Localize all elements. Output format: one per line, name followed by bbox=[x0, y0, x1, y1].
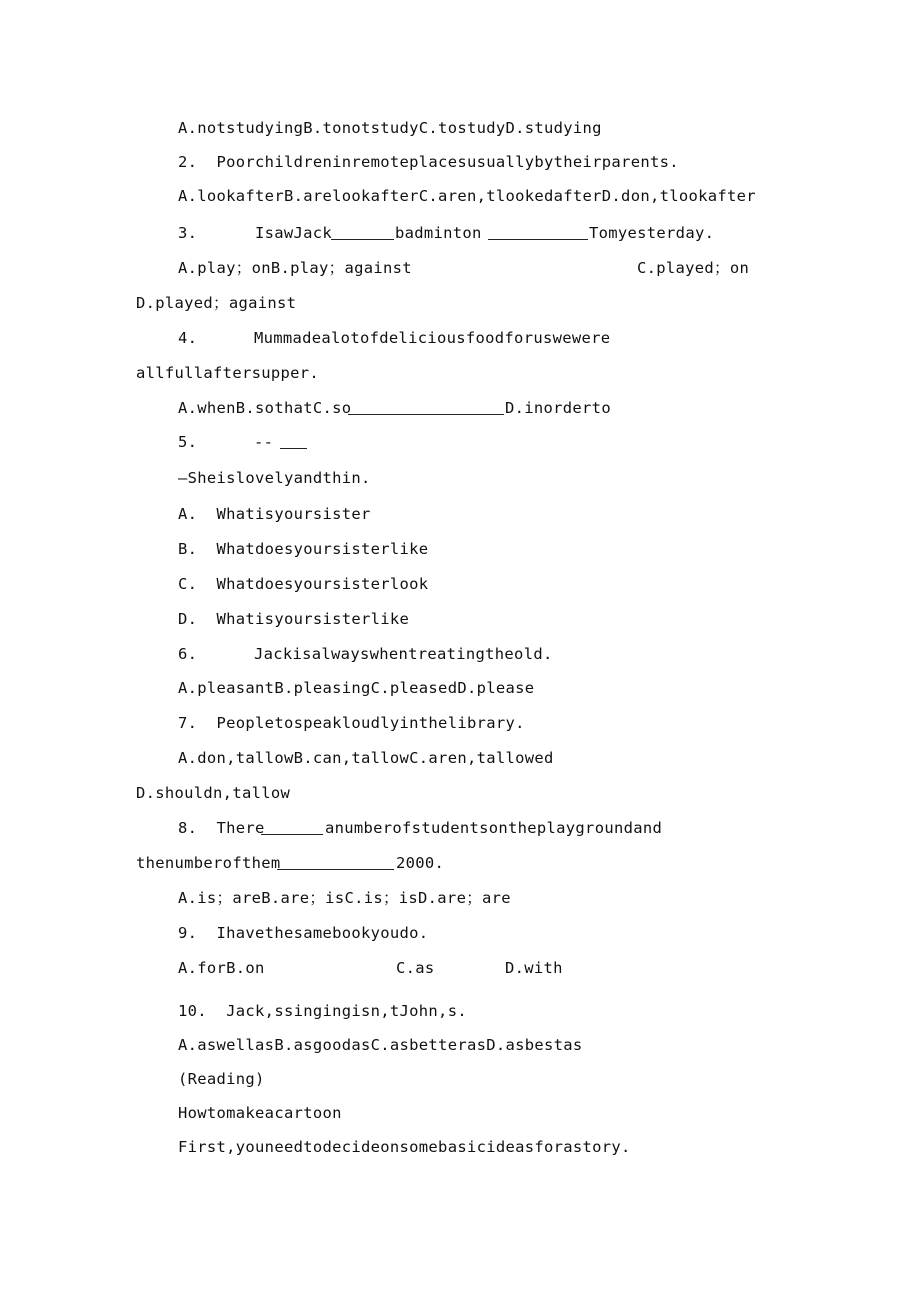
q5-blank bbox=[280, 434, 307, 449]
q8-question-part2: anumberofstudentsontheplaygroundand bbox=[325, 819, 663, 837]
q3-text-part3: Tomyesterday. bbox=[589, 224, 715, 242]
q5-number: 5. bbox=[178, 433, 198, 451]
q8-options: A.is；areB.are；isC.is；isD.are；are bbox=[178, 889, 511, 907]
q6-options: A.pleasantB.pleasingC.pleasedD.please bbox=[178, 679, 535, 697]
q5-option-b: B. Whatdoesyoursisterlike bbox=[178, 540, 429, 558]
q5-dash: -- bbox=[254, 433, 274, 451]
section-heading-reading: (Reading) bbox=[178, 1070, 265, 1088]
reading-title: Howtomakeacartoon bbox=[178, 1104, 342, 1122]
q3-text-part1: IsawJack bbox=[255, 224, 333, 242]
q7-options-abc: A.don,tallowB.can,tallowC.aren,tallowed bbox=[178, 749, 554, 767]
q2-options: A.lookafterB.arelookafterC.aren,tlookedafterD.don,tlookafter bbox=[178, 187, 756, 205]
q3-number: 3. bbox=[178, 224, 198, 242]
q8-blank-1 bbox=[261, 820, 323, 835]
q3-option-c: C.played；on bbox=[637, 259, 750, 277]
q3-blank-2 bbox=[488, 225, 588, 240]
q7-option-d: D.shouldn,tallow bbox=[136, 784, 291, 802]
q4-question: Mummadealotofdeliciousfoodforuswewere bbox=[254, 329, 611, 347]
q2-question: 2. Poorchildreninremoteplacesusuallybytheirparents. bbox=[178, 153, 679, 171]
q7-question: 7. Peopletospeakloudlyinthelibrary. bbox=[178, 714, 525, 732]
q5-option-d: D. Whatisyoursisterlike bbox=[178, 610, 410, 628]
q3-options-ab: A.play；onB.play；against bbox=[178, 259, 412, 277]
q8-question-part4: 2000. bbox=[396, 854, 445, 872]
q5-answer-line: —Sheislovelyandthin. bbox=[178, 469, 371, 487]
q9-options-ab: A.forB.on bbox=[178, 959, 265, 977]
q9-option-d: D.with bbox=[505, 959, 563, 977]
q4-blank bbox=[348, 400, 504, 415]
q1-options: A.notstudyingB.tonotstudyC.tostudyD.studying bbox=[178, 119, 602, 137]
q8-blank-2 bbox=[277, 855, 394, 870]
q3-text-part2: badminton bbox=[395, 224, 482, 242]
q10-options: A.aswellasB.asgoodasC.asbetterasD.asbestas bbox=[178, 1036, 583, 1054]
q4-number: 4. bbox=[178, 329, 198, 347]
q6-question: Jackisalwayswhentreatingtheold. bbox=[254, 645, 553, 663]
q6-number: 6. bbox=[178, 645, 198, 663]
reading-paragraph-1: First,youneedtodecideonsomebasicideasforastory. bbox=[178, 1138, 631, 1156]
q8-question-part3: thenumberofthem bbox=[136, 854, 281, 872]
q5-option-a: A. Whatisyoursister bbox=[178, 505, 371, 523]
q4-question-cont: allfullaftersupper. bbox=[136, 364, 320, 382]
q4-options-abc: A.whenB.sothatC.so bbox=[178, 399, 352, 417]
q9-question: 9. Ihavethesamebookyoudo. bbox=[178, 924, 429, 942]
q3-blank-1 bbox=[331, 225, 394, 240]
q8-question-part1: 8. There bbox=[178, 819, 265, 837]
q4-option-d: D.inorderto bbox=[505, 399, 611, 417]
q9-option-c: C.as bbox=[396, 959, 435, 977]
q10-question: 10. Jack,ssingingisn,tJohn,s. bbox=[178, 1002, 467, 1020]
q5-option-c: C. Whatdoesyoursisterlook bbox=[178, 575, 429, 593]
q3-option-d: D.played；against bbox=[136, 294, 297, 312]
